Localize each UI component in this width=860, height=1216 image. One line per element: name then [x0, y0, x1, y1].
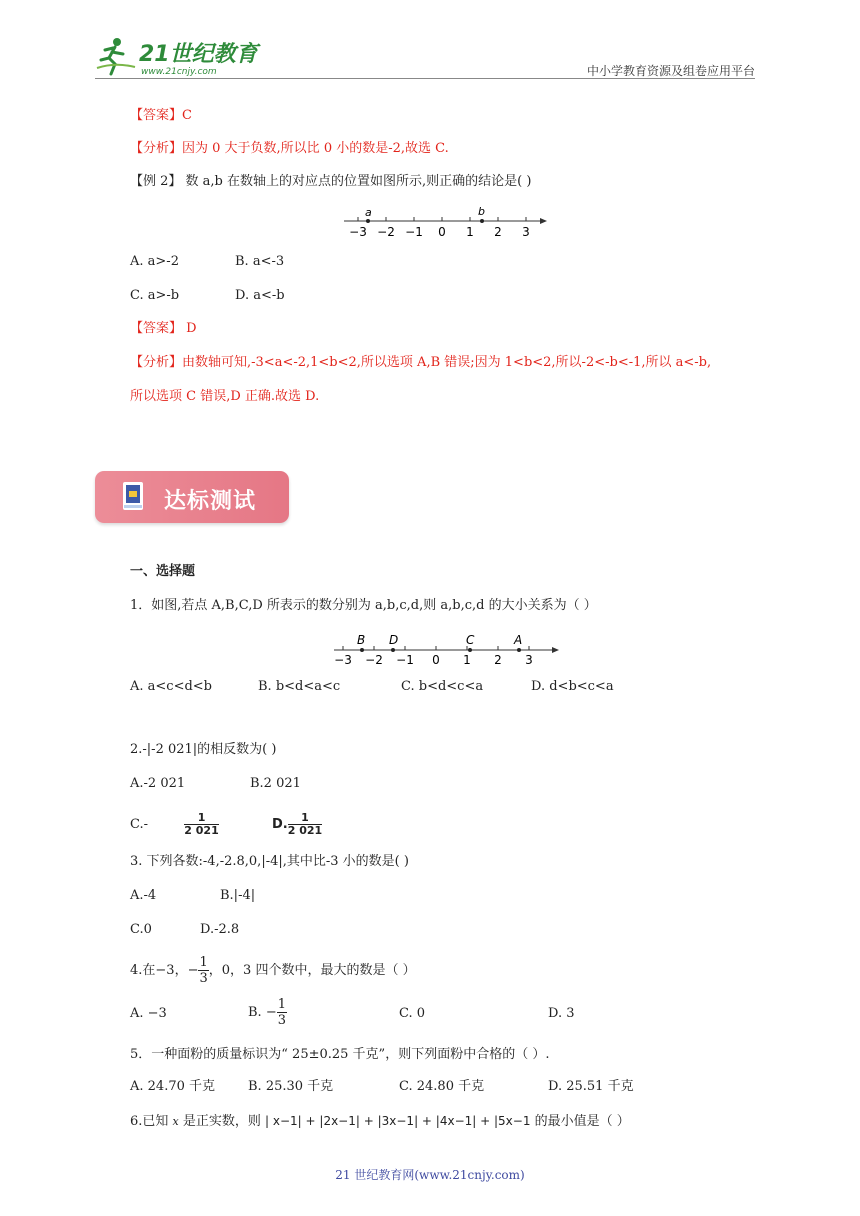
point-b-label: B — [357, 633, 366, 647]
tick-label: −2 — [365, 653, 383, 667]
analysis-2-line-1: 【分析】由数轴可知,-3<a<-2,1<b<2,所以选项 A,B 错误;因为 1<b<2,所以-2<-b<-1,所以 a<-b, — [130, 355, 712, 370]
tick-label: −1 — [405, 225, 423, 239]
example-2-option-d: D. a<-b — [235, 288, 285, 303]
question-2-option-c: C.- $\frac{1}{2 021}$ — [130, 811, 219, 837]
tick-label: 2 — [494, 653, 502, 667]
question-4-option-a: A. −3 — [130, 1006, 167, 1021]
answer-2: 【答案】 D — [130, 321, 197, 336]
runner-icon — [97, 38, 135, 74]
point-b — [360, 648, 364, 652]
question-4-option-b: B. − $\frac{1}{3}$ — [248, 997, 286, 1028]
tick-label: 1 — [466, 225, 474, 239]
question-5-option-d: D. 25.51 千克 — [548, 1079, 634, 1094]
page-footer: 21 世纪教育网(www.21cnjy.com) — [335, 1168, 525, 1182]
tick-label: −2 — [377, 225, 395, 239]
question-2-option-a: A.-2 021 — [130, 776, 186, 791]
point-a — [517, 648, 521, 652]
tick-label: 0 — [438, 225, 446, 239]
question-5-option-a: A. 24.70 千克 — [130, 1079, 216, 1094]
analysis-1: 【分析】因为 0 大于负数,所以比 0 小的数是-2,故选 C. — [130, 141, 449, 156]
book-icon — [122, 481, 144, 511]
example-2-option-b: B. a<-3 — [235, 254, 285, 269]
question-1-number-line — [330, 632, 562, 672]
question-2-option-d: D. $\frac{1}{2 021}$ — [272, 811, 323, 837]
question-5: 5．一种面粉的质量标识为“ 25±0.25 千克”，则下列面粉中合格的（ ）. — [130, 1047, 550, 1062]
point-a-label: a — [365, 206, 372, 219]
point-d — [391, 648, 395, 652]
question-1-option-a: A. a<c<d<b — [130, 679, 213, 694]
tick-label: 3 — [525, 653, 533, 667]
section-subtitle: 一、选择题 — [130, 564, 196, 579]
example-2: 【例 2】 数 a,b 在数轴上的对应点的位置如图所示,则正确的结论是( ) — [130, 174, 532, 189]
point-b-label: b — [478, 205, 485, 218]
point-a-label: A — [514, 633, 523, 647]
question-2: 2.-|-2 021|的相反数为( ) — [130, 742, 277, 757]
question-5-option-b: B. 25.30 千克 — [248, 1079, 334, 1094]
point-c-label: C — [466, 633, 475, 647]
question-1-option-b: B. b<d<a<c — [258, 679, 341, 694]
tick-label: 1 — [463, 653, 471, 667]
question-4-option-c: C. 0 — [399, 1006, 426, 1021]
question-6: 6.已知 x 是正实数，则 | x−1| + |2x−1| + |3x−1| + |4x−1| + |5x−1 的最小值是（ ） — [130, 1114, 630, 1129]
question-1-option-d: D. d<b<c<a — [531, 679, 614, 694]
example-2-option-a: A. a>-2 — [130, 254, 179, 269]
point-c — [468, 648, 472, 652]
svg-text:21世纪教育: 21世纪教育 — [139, 42, 258, 67]
question-3-option-d: D.-2.8 — [200, 922, 240, 937]
point-a — [366, 219, 370, 223]
question-3-option-a: A.-4 — [130, 888, 157, 903]
question-3-option-b: B.|-4| — [220, 888, 256, 903]
site-name: 中小学教育资源及组卷应用平台 — [586, 64, 755, 78]
question-3: 3. 下列各数:-4,-2.8,0,|-4|,其中比-3 小的数是( ) — [130, 854, 409, 869]
question-1: 1．如图,若点 A,B,C,D 所表示的数分别为 a,b,c,d,则 a,b,c,d 的大小关系为（ ） — [130, 598, 597, 613]
question-1-option-c: C. b<d<c<a — [401, 679, 484, 694]
question-4-option-d: D. 3 — [548, 1006, 575, 1021]
question-4: 4.在−3，− $\frac{1}{3}$ ，0，3 四个数中，最大的数是（ ） — [130, 955, 416, 986]
question-5-option-c: C. 24.80 千克 — [399, 1079, 485, 1094]
question-2-option-b: B.2 021 — [250, 776, 301, 791]
analysis-2-line-2: 所以选项 C 错误,D 正确.故选 D. — [130, 389, 320, 404]
tick-label: 3 — [522, 225, 530, 239]
question-3-option-c: C.0 — [130, 922, 152, 937]
answer-1: 【答案】C — [130, 108, 192, 123]
point-d-label: D — [389, 633, 399, 647]
example-2-option-c: C. a>-b — [130, 288, 180, 303]
tick-label: −1 — [396, 653, 414, 667]
tick-label: 2 — [494, 225, 502, 239]
tick-label: 0 — [432, 653, 440, 667]
tick-label: −3 — [334, 653, 352, 667]
site-logo — [95, 34, 265, 78]
point-b — [480, 219, 484, 223]
tick-label: −3 — [349, 225, 367, 239]
svg-text:www.21cnjy.com: www.21cnjy.com — [141, 67, 217, 77]
example-2-number-line — [340, 203, 550, 243]
header-divider — [95, 78, 755, 79]
section-banner-title: 达标测试 — [164, 489, 257, 514]
